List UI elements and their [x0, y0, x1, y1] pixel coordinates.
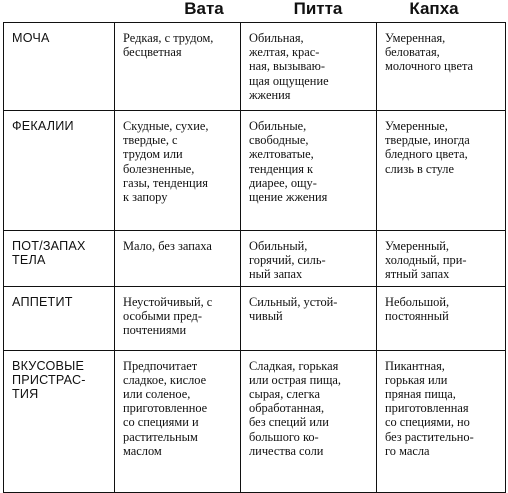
pitta-cell: Сладкая, горькая или острая пища, сырая, слегка обработанная, без специй или большого ко- личества соли: [241, 350, 377, 492]
row-label: ФЕКАЛИИ: [4, 111, 115, 231]
vata-cell: Мало, без запаха: [115, 231, 241, 287]
vata-cell: Редкая, с трудом, бесцветная: [115, 23, 241, 111]
column-headers: [0, 0, 508, 24]
pitta-cell: Обильный, горячий, силь- ный запах: [241, 231, 377, 287]
row-label: ВКУСОВЫЕ ПРИСТРАС- ТИЯ: [4, 350, 115, 492]
row-label: ПОТ/ЗАПАХ ТЕЛА: [4, 231, 115, 287]
table-row: [4, 231, 506, 287]
table-row: [4, 111, 506, 231]
kapha-cell: Небольшой, постоянный: [377, 286, 506, 350]
kapha-cell: Умеренная, беловатая, молочного цвета: [377, 23, 506, 111]
dosha-comparison-table: [3, 22, 506, 493]
table-row: [4, 23, 506, 111]
kapha-cell: Пикантная, горькая или пряная пища, приготовленная со специями, но без растительно- го масла: [377, 350, 506, 492]
vata-cell: Неустойчивый, с особыми пред- почтениями: [115, 286, 241, 350]
row-label: АППЕТИТ: [4, 286, 115, 350]
pitta-cell: Обильная, желтая, крас- ная, вызываю- щая ощущение жжения: [241, 23, 377, 111]
kapha-cell: Умеренный, холодный, при- ятный запах: [377, 231, 506, 287]
vata-cell: Предпочитает сладкое, кислое или соленое, приготовленное со специями и растительным маслом: [115, 350, 241, 492]
vata-cell: Скудные, сухие, твердые, с трудом или болезненные, газы, тенденция к запору: [115, 111, 241, 231]
row-label: МОЧА: [4, 23, 115, 111]
table-row: [4, 350, 506, 492]
pitta-cell: Сильный, устой- чивый: [241, 286, 377, 350]
header-kapha: Капха: [409, 0, 459, 18]
pitta-cell: Обильные, свободные, желтоватые, тенденция к диарее, ощу- щение жжения: [241, 111, 377, 231]
table-row: [4, 286, 506, 350]
header-pitta: Питта: [293, 0, 343, 18]
kapha-cell: Умеренные, твердые, иногда бледного цвета, слизь в стуле: [377, 111, 506, 231]
header-vata: Вата: [184, 0, 224, 18]
